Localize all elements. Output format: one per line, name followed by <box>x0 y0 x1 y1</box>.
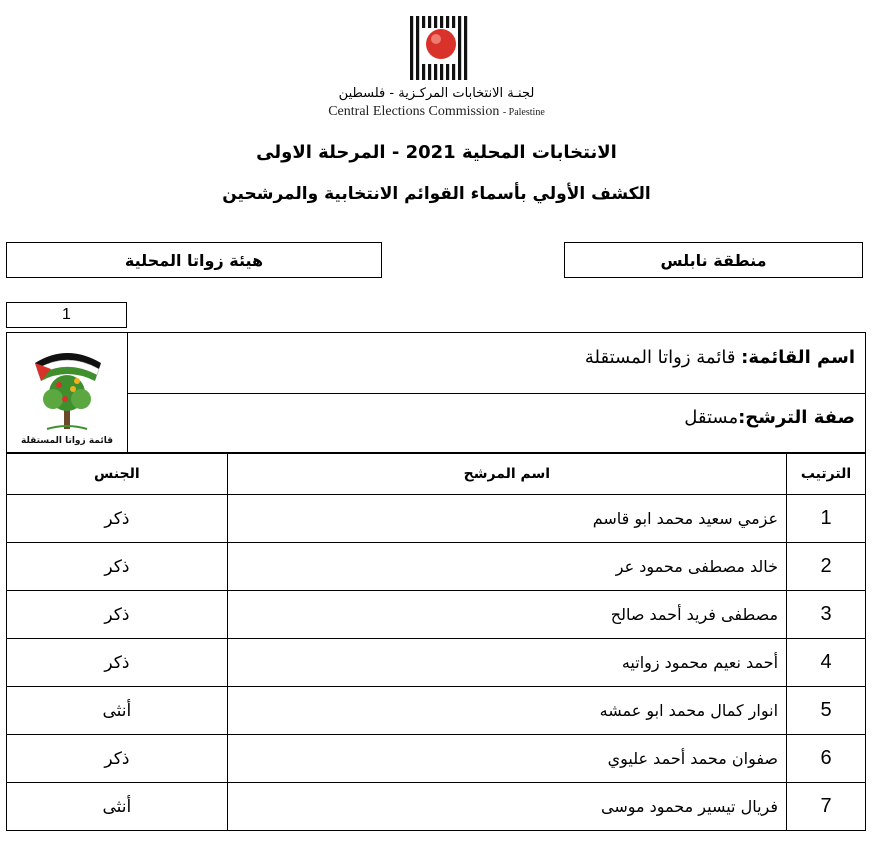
table-row <box>7 687 866 735</box>
header-rank: الترتيب <box>787 453 866 495</box>
org-name-english <box>0 104 873 120</box>
list-name-label: اسم القائمة: <box>741 347 855 368</box>
header-gender: الجنس <box>7 453 228 495</box>
candidate-rank: 4 <box>787 639 866 687</box>
candidates-table <box>6 452 866 831</box>
candidate-rank: 1 <box>787 495 866 543</box>
table-row <box>7 735 866 783</box>
list-name-value: قائمة زواتا المستقلة <box>584 347 742 368</box>
candidate-name: مصطفى فريد أحمد صالح <box>227 591 786 639</box>
candidate-gender: ذكر <box>7 543 228 591</box>
region-box: منطقة نابلس <box>564 242 863 278</box>
list-name-field <box>585 347 855 368</box>
list-logo-cell <box>7 333 128 452</box>
org-name-english-main: Central Elections Commission <box>328 104 500 119</box>
logo-caption: قائمة زواتا المستقلة <box>21 436 113 446</box>
candidate-rank: 2 <box>787 543 866 591</box>
candidacy-type-value: مستقل <box>684 407 739 428</box>
table-row <box>7 543 866 591</box>
list-info-block <box>6 332 866 454</box>
candidate-gender: ذكر <box>7 735 228 783</box>
org-name-english-suffix: - Palestine <box>502 107 545 118</box>
candidate-name: فريال تيسير محمود موسى <box>227 783 786 831</box>
table-row <box>7 639 866 687</box>
header-candidate-name: اسم المرشح <box>227 453 786 495</box>
table-row <box>7 495 866 543</box>
org-name-arabic: لجنـة الانتخابات المركـزية - فلسطين <box>338 86 535 101</box>
candidate-name: صفوان محمد أحمد عليوي <box>227 735 786 783</box>
table-row <box>7 591 866 639</box>
candidate-rank: 3 <box>787 591 866 639</box>
candidate-name: عزمي سعيد محمد ابو قاسم <box>227 495 786 543</box>
council-box: هيئة زواتا المحلية <box>6 242 382 278</box>
candidate-gender: أنثى <box>7 783 228 831</box>
candidate-gender: ذكر <box>7 495 228 543</box>
cec-logo-icon <box>408 14 468 82</box>
candidate-gender: ذكر <box>7 639 228 687</box>
candidate-gender: ذكر <box>7 591 228 639</box>
list-number: 1 <box>6 302 127 328</box>
candidate-rank: 7 <box>787 783 866 831</box>
candidacy-type-label: صفة الترشح: <box>738 407 855 428</box>
table-header-row <box>7 453 866 495</box>
page-subtitle: الكشف الأولي بأسماء القوائم الانتخابية والمرشحين <box>222 184 651 204</box>
candidate-gender: أنثى <box>7 687 228 735</box>
table-row <box>7 783 866 831</box>
candidate-name: انوار كمال محمد ابو عمشه <box>227 687 786 735</box>
candidate-name: أحمد نعيم محمود زواتيه <box>227 639 786 687</box>
candidate-rank: 6 <box>787 735 866 783</box>
candidate-rank: 5 <box>787 687 866 735</box>
candidate-name: خالد مصطفى محمود عر <box>227 543 786 591</box>
tree-logo-icon <box>7 333 128 452</box>
page-title: الانتخابات المحلية 2021 - المرحلة الاولى <box>256 142 617 163</box>
candidacy-type-field <box>684 407 855 428</box>
